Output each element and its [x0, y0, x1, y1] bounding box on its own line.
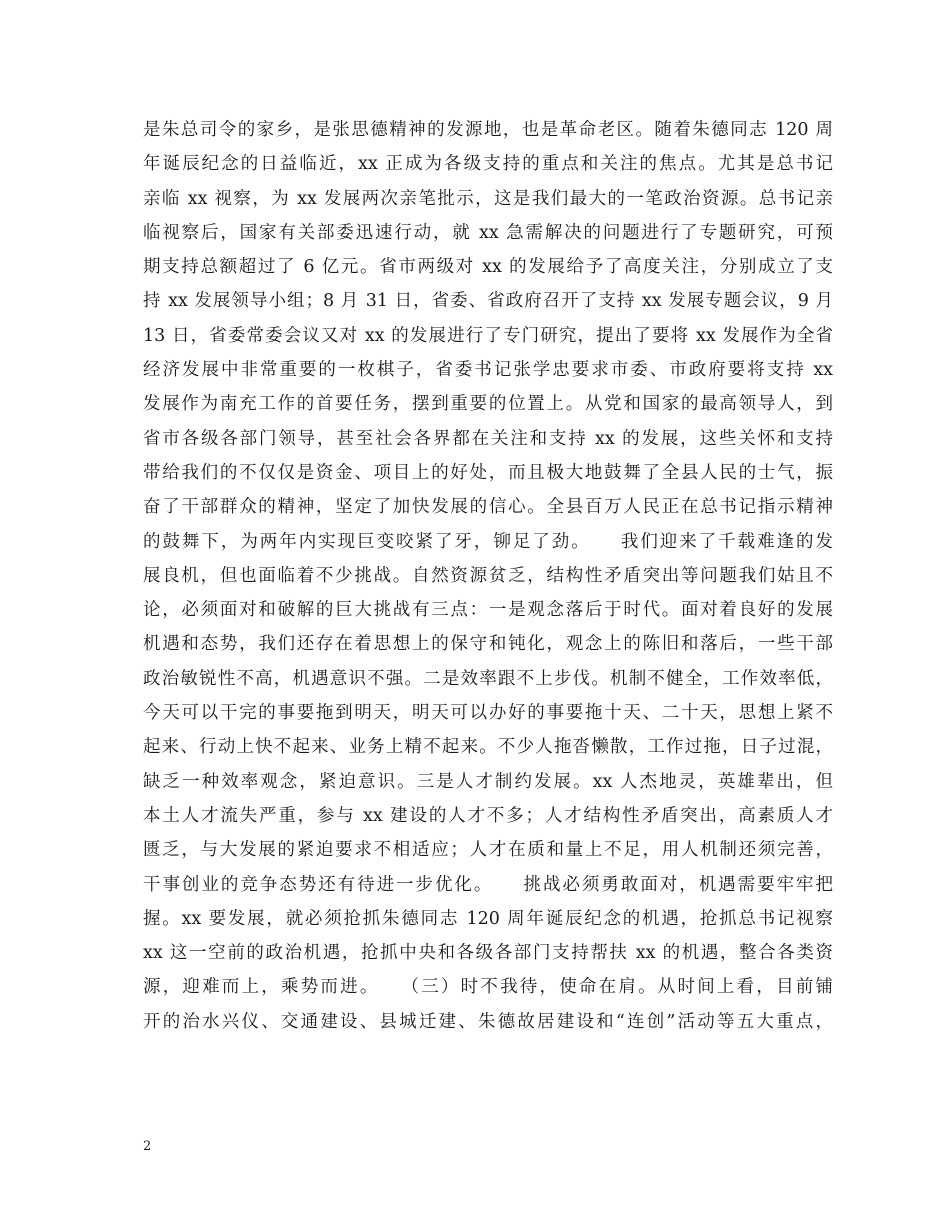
text-line: 起来、行动上快不起来、业务上精不起来。不少人拖沓懒散，工作过拖，日子过混， — [143, 737, 833, 758]
text-line: 源，迎难而上，乘势而进。 （三）时不我待，使命在肩。从时间上看，目前铺 — [143, 977, 833, 998]
text-line: 是朱总司令的家乡，是张思德精神的发源地，也是革命老区。随着朱德同志 120 周 — [143, 120, 833, 140]
text-line: 临视察后，国家有关部委迅速行动，就 xx 急需解决的问题进行了专题研究，可预 — [143, 222, 833, 243]
text-line: 缺乏一种效率观念，紧迫意识。三是人才制约发展。xx 人杰地灵，英雄辈出，但 — [143, 771, 833, 792]
text-line: 发展作为南充工作的首要任务，摆到重要的位置上。从党和国家的最高领导人，到 — [143, 394, 833, 415]
text-line: 13 日，省委常委会议又对 xx 的发展进行了专门研究，提出了要将 xx 发展作为全省 — [143, 325, 833, 346]
text-line: 亲临 xx 视察，为 xx 发展两次亲笔批示，这是我们最大的一笔政治资源。总书记亲 — [143, 188, 833, 209]
text-line: 机遇和态势，我们还存在着思想上的保守和钝化，观念上的陈旧和落后，一些干部 — [143, 634, 833, 655]
text-line: 期支持总额超过了 6 亿元。省市两级对 xx 的发展给予了高度关注，分别成立了支 — [143, 257, 833, 278]
text-line: 握。xx 要发展，就必须抢抓朱德同志 120 周年诞辰纪念的机遇，抢抓总书记视察 — [143, 908, 833, 929]
text-line: 带给我们的不仅仅是资金、项目上的好处，而且极大地鼓舞了全县人民的士气，振 — [143, 462, 833, 483]
text-line: 开的治水兴仪、交通建设、县城迁建、朱德故居建设和“连创”活动等五大重点， — [143, 1011, 833, 1032]
text-line: 匮乏，与大发展的紧迫要求不相适应；人才在质和量上不足，用人机制还须完善， — [143, 840, 833, 861]
text-line: 展良机，但也面临着不少挑战。自然资源贫乏，结构性矛盾突出等问题我们姑且不 — [143, 565, 833, 586]
text-line: 今天可以干完的事要拖到明天，明天可以办好的事要拖十天、二十天，思想上紧不 — [143, 703, 833, 724]
page-number: 2 — [143, 1139, 152, 1154]
text-line: 年诞辰纪念的日益临近，xx 正成为各级支持的重点和关注的焦点。尤其是总书记 — [143, 154, 833, 175]
text-line: 本土人才流失严重，参与 xx 建设的人才不多；人才结构性矛盾突出，高素质人才 — [143, 805, 833, 826]
text-line: 奋了干部群众的精神，坚定了加快发展的信心。全县百万人民正在总书记指示精神 — [143, 497, 833, 518]
body-text — [143, 113, 833, 1039]
text-line: 持 xx 发展领导小组；8 月 31 日，省委、省政府召开了支持 xx 发展专题会议，9 月 — [143, 291, 833, 312]
text-line: 干事创业的竞争态势还有待进一步优化。 挑战必须勇敢面对，机遇需要牢牢把 — [143, 874, 833, 895]
text-line: 论，必须面对和破解的巨大挑战有三点：一是观念落后于时代。面对着良好的发展 — [143, 600, 833, 621]
text-line: xx 这一空前的政治机遇，抢抓中央和各级各部门支持帮扶 xx 的机遇，整合各类资 — [143, 943, 833, 964]
text-line: 省市各级各部门领导，甚至社会各界都在关注和支持 xx 的发展，这些关怀和支持 — [143, 428, 833, 449]
text-line: 经济发展中非常重要的一枚棋子，省委书记张学忠要求市委、市政府要将支持 xx — [143, 360, 833, 381]
text-line: 的鼓舞下，为两年内实现巨变咬紧了牙，铆足了劲。 我们迎来了千载难逢的发 — [143, 531, 833, 552]
text-line: 政治敏锐性不高，机遇意识不强。二是效率跟不上步伐。机制不健全，工作效率低， — [143, 668, 833, 689]
